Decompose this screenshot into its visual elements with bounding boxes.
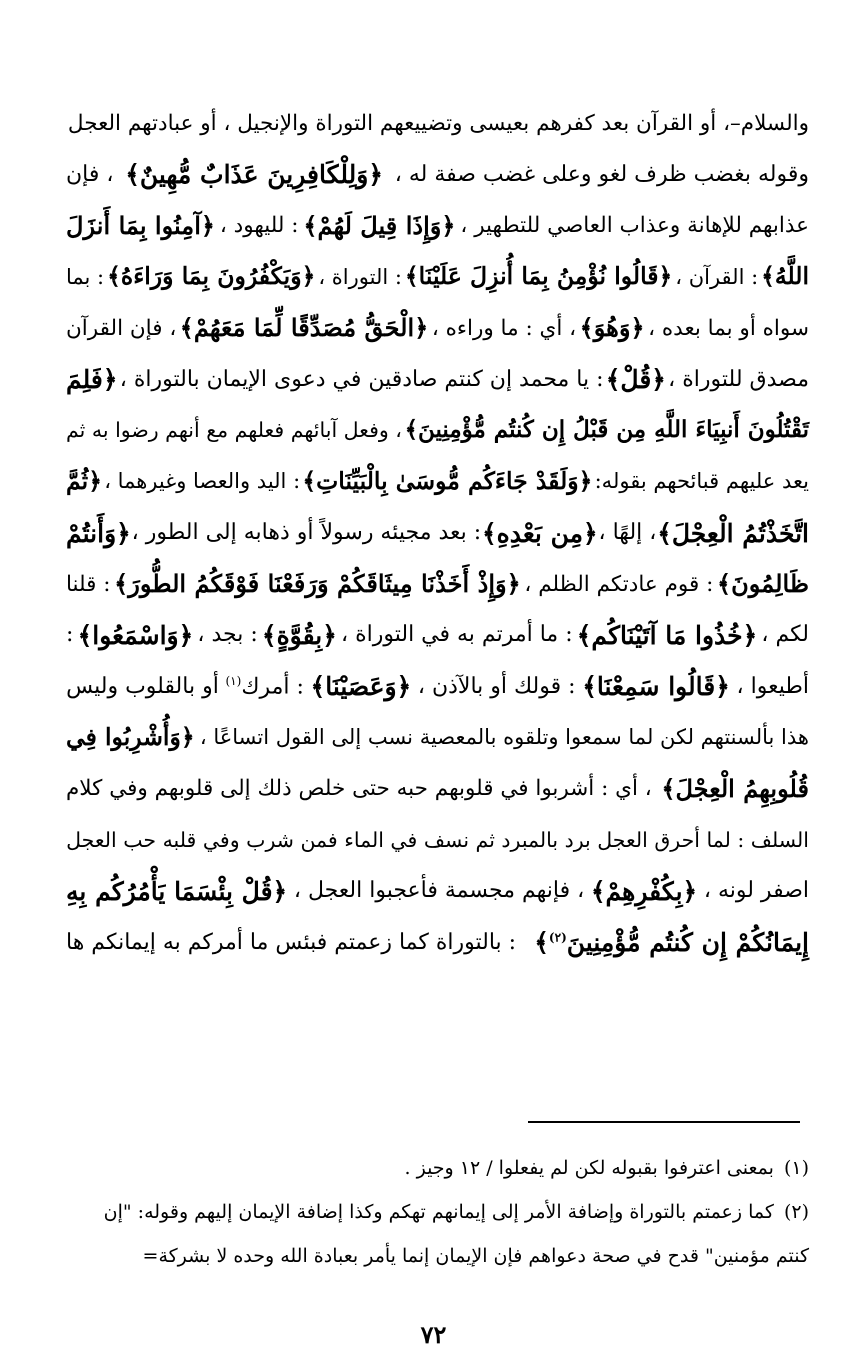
quran-verse: ﴿قَالُوا نُؤْمِنُ بِمَا أُنزِلَ عَلَيْنَا﴾ <box>404 262 673 291</box>
quran-verse: ﴿وَأَنتُمْ <box>66 518 131 548</box>
line-text: أطيعوا ، <box>736 673 809 699</box>
line-text: : بالتوراة كما زعمتم فبئس ما أمركم به إيمانكم ها <box>66 929 517 955</box>
quran-verse: ﴿ثُمَّ <box>66 467 102 496</box>
text-line <box>66 508 809 559</box>
line-text: ، إلهًا ، <box>598 520 657 546</box>
line-text: لكم ، <box>761 622 809 648</box>
quran-verse: ﴿وَهُوَ﴾ <box>579 313 645 343</box>
text-line <box>66 98 809 149</box>
line-text: عذابهم للإهانة وعذاب العاصي للتطهير ، <box>460 213 809 239</box>
quran-verse: ﴿بِكُفْرِهِمْ﴾ <box>590 876 698 906</box>
line-text: والسلام–، أو القرآن بعد كفرهم بعيسى وتضييعهم التوراة والإنجيل ، أو عبادتهم العجل <box>67 110 809 136</box>
verse-part: إِيمَانُكُمْ إِن كُنتُم مُّؤْمِنِينَ <box>566 928 809 958</box>
footnote-text: كنتم مؤمنين" قدح في صحة دعواهم فإن الإيمان إنما يأمر بعبادة الله وحده لا بشركة= <box>142 1245 809 1267</box>
footnote-ref: (١) <box>225 673 242 688</box>
text-line <box>66 405 809 456</box>
line-text-part: : أمرك <box>241 674 304 700</box>
quran-verse: ﴿وَلَقَدْ جَاءَكُم مُّوسَىٰ بِالْبَيِّنَاتِ﴾ <box>302 467 593 496</box>
footnote-1 <box>60 1146 809 1190</box>
footnote-text: كما زعمتم بالتوراة وإضافة الأمر إلى إيمانهم تهكم وكذا إضافة الإيمان إليهم وقوله: "إن <box>103 1201 774 1223</box>
line-text: : <box>66 622 74 648</box>
quran-verse: ﴿فَلِمَ <box>66 365 118 395</box>
line-text: هذا بألسنتهم لكن لما سمعوا وتلقوه بالمعصية نسب إلى القول اتساعًا ، <box>199 725 809 750</box>
footnotes <box>60 1146 809 1278</box>
footnote-number: (١) <box>783 1157 809 1179</box>
quran-verse: اللَّهُ﴾ <box>761 262 809 291</box>
line-text: : التوراة ، <box>318 264 402 289</box>
quran-verse: ﴿وَاسْمَعُوا﴾ <box>77 620 194 650</box>
text-line <box>66 917 809 968</box>
quran-verse: ﴿وَعَصَيْنَا﴾ <box>310 672 412 702</box>
footnote-2-continued <box>60 1234 809 1278</box>
quran-verse <box>534 928 809 958</box>
line-text: : ما أمرتم به في التوراة ، <box>341 622 573 648</box>
line-text: اصفر لونه ، <box>703 878 809 904</box>
quran-verse: ﴿وَإِذَا قِيلَ لَهُمْ﴾ <box>303 210 456 240</box>
line-text: وقوله بغضب ظرف لغو وعلى غضب صفة له ، <box>394 161 809 187</box>
quran-verse: قُلُوبِهِمُ الْعِجْلَ﴾ <box>661 773 809 803</box>
line-text: : يا محمد إن كنتم صادقين في دعوى الإيمان بالتوراة ، <box>119 366 604 392</box>
line-text: : القرآن ، <box>675 264 759 289</box>
line-text: : قوم عادتكم الظلم ، <box>524 571 714 597</box>
text-line <box>66 303 809 354</box>
text-line <box>66 149 809 200</box>
footnote-number: (٢) <box>783 1201 809 1223</box>
quran-verse: ﴿خُذُوا مَا آتَيْنَاكُم﴾ <box>576 620 758 650</box>
verse-bracket: ﴾ <box>534 928 549 958</box>
quran-verse: ﴿قَالُوا سَمِعْنَا﴾ <box>582 672 730 702</box>
text-line <box>66 200 809 251</box>
line-text: : بما <box>66 264 105 289</box>
text-line <box>66 252 809 303</box>
text-line <box>66 815 809 866</box>
line-text: : لليهود ، <box>219 213 299 239</box>
text-line <box>66 712 809 763</box>
quran-verse: اتَّخَذْتُمُ الْعِجْلَ﴾ <box>657 518 809 548</box>
quran-verse: ﴿قُلْ﴾ <box>605 365 666 395</box>
quran-verse: ﴿الْحَقُّ مُصَدِّقًا لِّمَا مَعَهُمْ﴾ <box>179 313 429 343</box>
text-line <box>66 763 809 814</box>
text-line <box>66 610 809 661</box>
line-text: أو بالقلوب وليس <box>66 673 219 699</box>
line-text: ، فإن القرآن <box>66 315 177 341</box>
line-text: السلف : لما أحرق العجل برد بالمبرد ثم نسف في الماء فمن شرب وفي قلبه حب العجل <box>66 827 809 852</box>
main-text <box>66 98 809 968</box>
line-text: مصدق للتوراة ، <box>668 366 809 392</box>
footnote-text: بمعنى اعترفوا بقبوله لكن لم يفعلوا / ١٢ وجيز . <box>404 1157 774 1179</box>
text-line <box>66 866 809 917</box>
line-text: ، فإن <box>66 161 114 187</box>
line-text: يعد عليهم قبائحهم بقوله: <box>594 469 809 494</box>
text-line <box>66 456 809 507</box>
line-text <box>225 675 303 698</box>
footnote-separator <box>528 1121 800 1123</box>
text-line <box>66 559 809 610</box>
line-text: : بجد ، <box>197 622 258 648</box>
text-line <box>66 354 809 405</box>
line-text: : اليد والعصا وغيرهما ، <box>104 469 301 494</box>
quran-verse: تَقْتُلُونَ أَنبِيَاءَ اللَّهِ مِن قَبْلُ إِن كُنتُم مُّؤْمِنِينَ﴾ <box>404 416 809 444</box>
line-text: : بعد مجيئه رسولاً أو ذهابه إلى الطور ، <box>131 520 482 546</box>
page-number: ٧٢ <box>420 1320 447 1349</box>
quran-verse: ﴿وَأُشْرِبُوا فِي <box>66 723 195 752</box>
quran-verse: ﴿وَلِلْكَافِرِينَ عَذَابٌ مُّهِينٌ﴾ <box>125 160 384 190</box>
line-text: : قولك أو بالآذن ، <box>417 673 576 699</box>
quran-verse: ﴿مِن بَعْدِهِ﴾ <box>482 518 598 548</box>
quran-verse: ﴿آمِنُوا بِمَا أَنزَلَ <box>66 210 215 240</box>
line-text: ، وفعل آبائهم فعلهم مع أنهم رضوا به ثم <box>66 418 402 443</box>
quran-verse: ﴿بِقُوَّةٍ﴾ <box>261 620 337 650</box>
footnote-2 <box>60 1190 809 1234</box>
footnote-ref: (٢) <box>548 930 567 945</box>
line-text: : قلنا <box>66 571 111 597</box>
quran-verse: ظَالِمُونَ﴾ <box>717 569 809 599</box>
quran-verse: ﴿قُلْ بِئْسَمَا يَأْمُرُكُم بِهِ <box>66 876 288 906</box>
text-line <box>66 661 809 712</box>
quran-verse: ﴿وَيَكْفُرُونَ بِمَا وَرَاءَهُ﴾ <box>107 262 316 291</box>
line-text: ، أي : أشربوا في قلوبهم حبه حتى خلص ذلك إلى قلوبهم وفي كلام <box>66 776 652 802</box>
line-text: سواه أو بما بعده ، <box>648 315 809 341</box>
line-text: ، أي : ما وراءه ، <box>431 315 577 341</box>
quran-verse: ﴿وَإِذْ أَخَذْنَا مِيثَاقَكُمْ وَرَفَعْنَا فَوْقَكُمُ الطُّورَ﴾ <box>114 569 521 599</box>
line-text: ، فإنهم مجسمة فأعجبوا العجل ، <box>293 878 585 904</box>
